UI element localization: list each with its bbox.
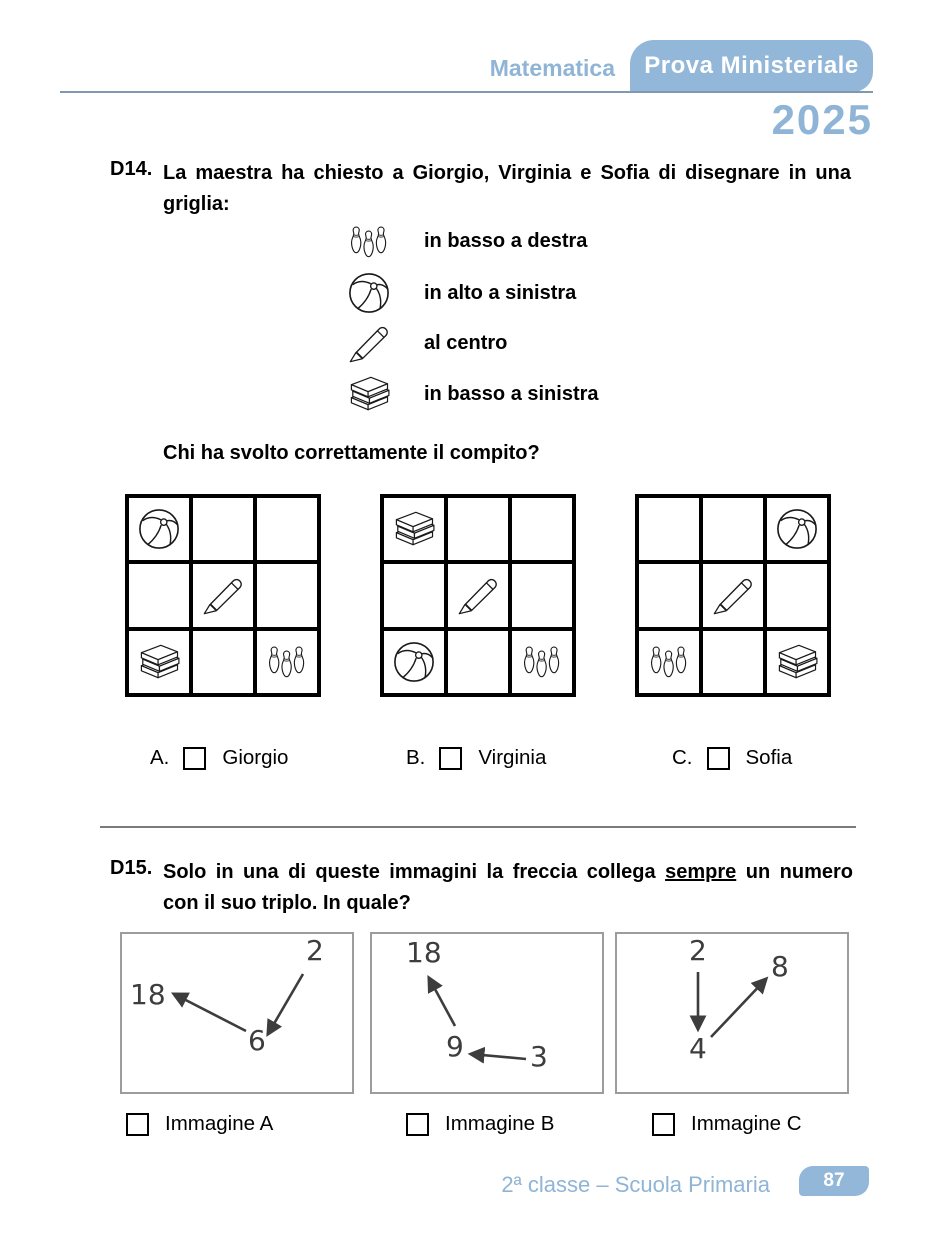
ball-icon bbox=[393, 641, 435, 683]
option-b-letter: B. bbox=[406, 746, 426, 769]
question-d15-text bbox=[163, 857, 853, 919]
grid-cell bbox=[639, 498, 699, 560]
question-d15-line1 bbox=[163, 857, 853, 888]
ball-icon bbox=[138, 508, 180, 550]
grid-cell bbox=[448, 498, 508, 560]
option-c-letter: C. bbox=[672, 746, 693, 769]
question-d15-line2: con il suo triplo. In quale? bbox=[163, 892, 411, 914]
option-image-c-checkbox[interactable] bbox=[652, 1113, 675, 1136]
option-b-label: Virginia bbox=[478, 746, 547, 769]
pins-icon bbox=[349, 220, 389, 263]
grid-cell bbox=[639, 631, 699, 693]
option-c bbox=[672, 746, 792, 770]
option-image-a-checkbox[interactable] bbox=[126, 1113, 149, 1136]
grid-cell bbox=[448, 631, 508, 693]
d15-image-b bbox=[370, 932, 604, 1094]
grid-cell bbox=[703, 564, 763, 626]
legend-row-pins bbox=[340, 217, 587, 265]
grid-cell bbox=[193, 564, 253, 626]
d15-text-after: un numero bbox=[745, 861, 853, 883]
number-label: 4 bbox=[689, 1032, 707, 1065]
option-image-c bbox=[652, 1112, 802, 1136]
option-a-letter: A. bbox=[150, 746, 170, 769]
legend-icon-slot bbox=[340, 272, 398, 314]
grid-cell bbox=[384, 498, 444, 560]
header-rule bbox=[60, 91, 873, 93]
arrows-image-c bbox=[617, 934, 847, 1092]
pen-icon bbox=[710, 572, 756, 618]
option-image-b-label: Immagine B bbox=[445, 1112, 555, 1135]
grid-cell bbox=[257, 498, 317, 560]
number-label: 18 bbox=[406, 936, 442, 969]
grid-cell bbox=[384, 631, 444, 693]
number-label: 18 bbox=[130, 978, 166, 1011]
grid-sofia bbox=[635, 494, 831, 697]
footer-class-label: 2ª classe – Scuola Primaria bbox=[501, 1172, 770, 1197]
grid-cell bbox=[512, 631, 572, 693]
option-b-checkbox[interactable] bbox=[439, 747, 462, 770]
grid-cell bbox=[129, 631, 189, 693]
question-d14-text bbox=[163, 158, 851, 220]
grid-virginia bbox=[380, 494, 576, 697]
grid-cell bbox=[703, 498, 763, 560]
pins-icon bbox=[649, 640, 689, 683]
option-a-label: Giorgio bbox=[222, 746, 289, 769]
number-label: 2 bbox=[689, 934, 707, 967]
question-d14-line2: griglia: bbox=[163, 193, 230, 215]
number-label: 8 bbox=[771, 950, 789, 983]
option-c-label: Sofia bbox=[745, 746, 793, 769]
legend-row-books bbox=[340, 370, 599, 418]
legend-icon-slot bbox=[340, 220, 398, 263]
pen-icon bbox=[200, 572, 246, 618]
legend-label: al centro bbox=[424, 331, 508, 354]
legend-icon-slot bbox=[340, 374, 398, 414]
page-number-badge: 87 bbox=[799, 1166, 869, 1196]
ball-icon bbox=[776, 508, 818, 550]
grid-cell bbox=[257, 631, 317, 693]
legend-label: in alto a sinistra bbox=[424, 281, 577, 304]
books-icon bbox=[772, 642, 822, 682]
question-d14-line1: La maestra ha chiesto a Giorgio, Virginia e Sofia di disegnare in una bbox=[163, 162, 851, 184]
pen-icon bbox=[455, 572, 501, 618]
books-icon bbox=[134, 642, 184, 682]
grid-giorgio bbox=[125, 494, 321, 697]
grid-cell bbox=[767, 631, 827, 693]
pins-icon bbox=[267, 640, 307, 683]
question-d15-number: D15. bbox=[110, 857, 153, 879]
option-a-checkbox[interactable] bbox=[183, 747, 206, 770]
ball-icon bbox=[348, 272, 390, 314]
option-a bbox=[150, 746, 288, 770]
books-icon bbox=[389, 509, 439, 549]
grid-cell bbox=[129, 498, 189, 560]
d15-image-a bbox=[120, 932, 354, 1094]
grid-cell bbox=[448, 564, 508, 626]
option-image-a-label: Immagine A bbox=[165, 1112, 274, 1135]
option-image-b bbox=[406, 1112, 554, 1136]
d15-text-before: Solo in una di queste immagini la freccia collega bbox=[163, 861, 656, 883]
grid-cell bbox=[129, 564, 189, 626]
number-label: 9 bbox=[446, 1030, 464, 1063]
pen-icon bbox=[346, 320, 392, 366]
grid-cell bbox=[193, 498, 253, 560]
option-image-c-label: Immagine C bbox=[691, 1112, 802, 1135]
legend-label: in basso a sinistra bbox=[424, 382, 599, 405]
legend-label: in basso a destra bbox=[424, 229, 588, 252]
grid-cell bbox=[767, 498, 827, 560]
option-b bbox=[406, 746, 546, 770]
option-image-a bbox=[126, 1112, 273, 1136]
grid-cell bbox=[639, 564, 699, 626]
option-image-b-checkbox[interactable] bbox=[406, 1113, 429, 1136]
exam-type-badge: Prova Ministeriale bbox=[630, 40, 873, 92]
d15-image-c bbox=[615, 932, 849, 1094]
books-icon bbox=[344, 374, 394, 414]
grid-cell bbox=[767, 564, 827, 626]
d15-text-underlined: sempre bbox=[665, 861, 737, 883]
number-label: 6 bbox=[248, 1024, 266, 1057]
question-d14-number: D14. bbox=[110, 158, 153, 180]
grid-cell bbox=[512, 564, 572, 626]
legend-row-pen bbox=[340, 319, 507, 367]
grid-cell bbox=[193, 631, 253, 693]
question-d14-subquestion: Chi ha svolto correttamente il compito? bbox=[163, 442, 540, 464]
option-c-checkbox[interactable] bbox=[707, 747, 730, 770]
grid-cell bbox=[703, 631, 763, 693]
subject-title: Matematica bbox=[489, 55, 615, 81]
number-label: 3 bbox=[530, 1040, 548, 1073]
pins-icon bbox=[522, 640, 562, 683]
grid-cell bbox=[257, 564, 317, 626]
number-label: 2 bbox=[306, 934, 324, 967]
legend-row-ball bbox=[340, 269, 576, 317]
exam-year: 2025 bbox=[771, 96, 873, 143]
grid-cell bbox=[384, 564, 444, 626]
section-divider bbox=[100, 826, 856, 828]
grid-cell bbox=[512, 498, 572, 560]
legend-icon-slot bbox=[340, 320, 398, 366]
